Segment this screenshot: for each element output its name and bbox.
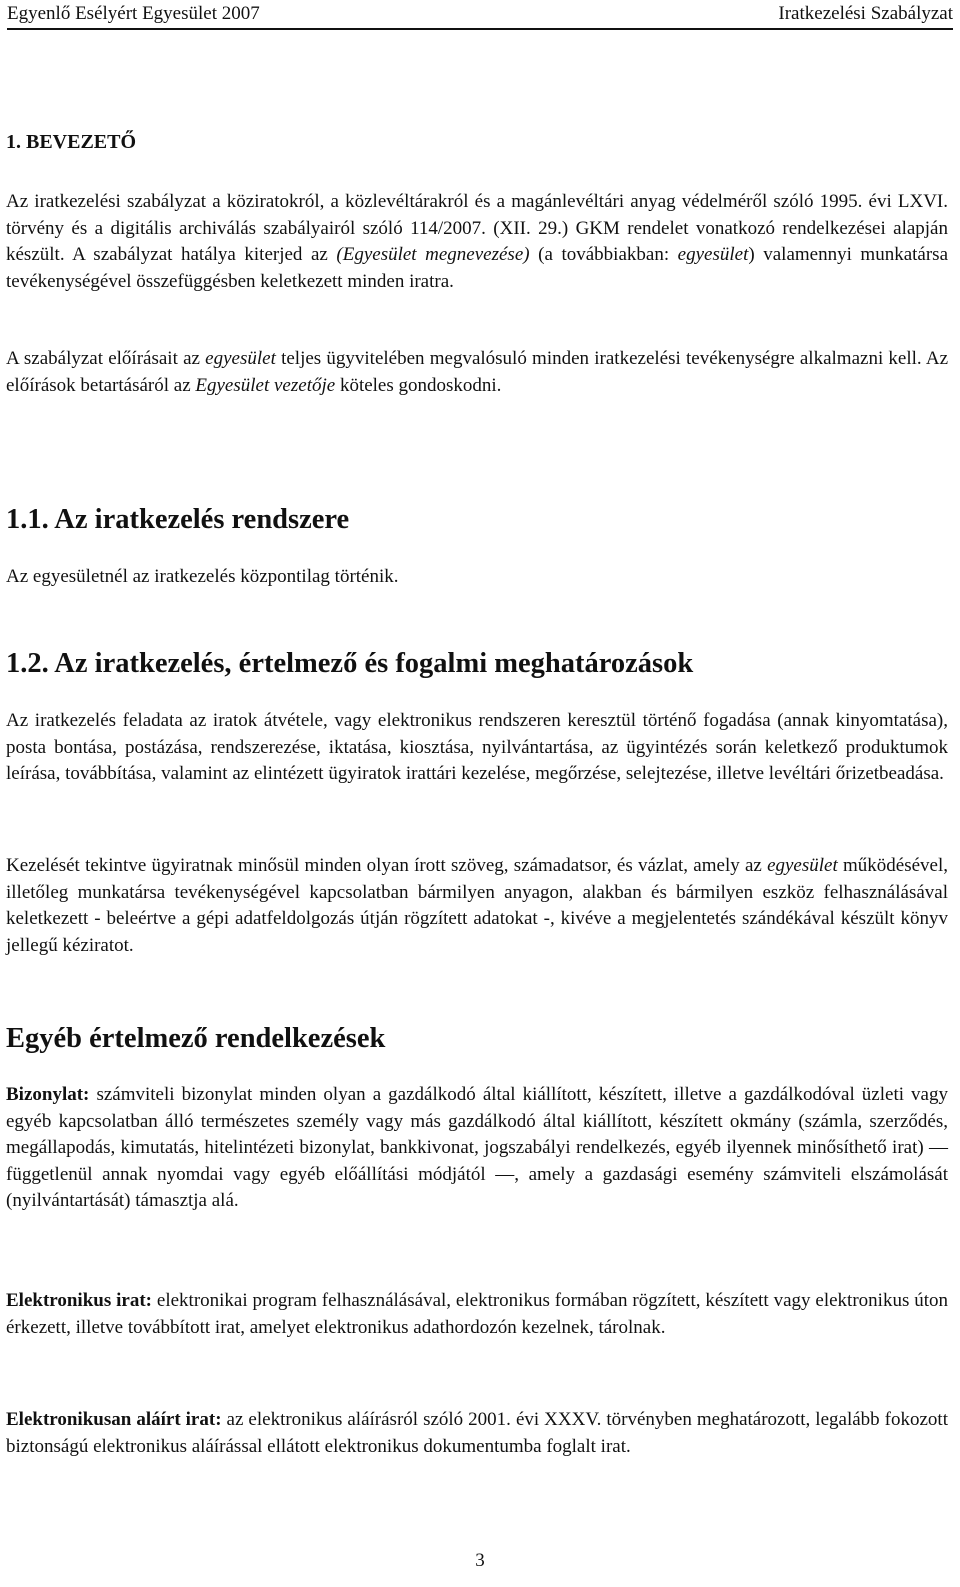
definition-text: elektronikai program felhasználásával, elektronikus formában rögzített, készített vagy elektronikus úton érkezett, illetve továbbított irat, amelyet elektronikus adathordozón kezelnek, tárolnak. (6, 1290, 949, 1338)
text-run: (a továbbiakban: (529, 244, 678, 266)
section-1-2-paragraph-1-text: Az iratkezelés feladata az iratok átvétele, vagy elektronikus rendszeren keresztül történő fogadása (annak kinyomtatása), posta bontása, postázása, rendszerezése, iktatása, kiosztása, nyilvántartása, az ügyintézés során keletkező produktumok leírása, továbbítása, valamint az elintézett ügyiratok irattári kezelése, megőrzése, selejtezése, illetve levéltári őrizetbeadása. (6, 710, 948, 785)
section-1-2-heading-block (6, 648, 948, 679)
definition-elektronikusan-alairt-irat (6, 1407, 948, 1460)
section-1-2-paragraph-1 (6, 708, 948, 788)
text-run: teljes ügyvitelében megvalósuló minden iratkezelési tevékenységre alkalmazni kell. Az előírások betartásáról az (6, 348, 948, 396)
definition-term: Bizonylat: (6, 1084, 90, 1105)
other-definitions-title: Egyéb értelmező rendelkezések (6, 1023, 386, 1054)
section-1-2-paragraph-2 (6, 853, 948, 959)
italic-text-run: egyesület (767, 855, 838, 876)
section-1-title: 1. BEVEZETŐ (6, 131, 137, 153)
text-run: működésével, illetőleg munkatársa tevékenységével kapcsolatban bármilyen anyagon, alakban és bármilyen eszköz felhasználásával keletkezett - beleértve a gépi adatfeldolgozás útján rögzített adatokat -, kivéve a megjelentetés szándékával készült könyv jellegű kéziratot. (6, 855, 948, 956)
text-run: A szabályzat előírásait az (6, 348, 206, 369)
section-1-heading-block (6, 129, 948, 155)
text-run: Kezelését tekintve ügyiratnak minősül minden olyan írott szöveg, számadatsor, és vázlat, amely az (6, 855, 768, 876)
section-1-paragraph-2 (6, 346, 948, 399)
text-run: Az iratkezelési szabályzat a köziratokról, a közlevéltárakról és a magánlevéltári anyag védelméről szóló 1995. évi LXVI. törvény és a digitális archiválás szabályairól szóló 114/2007. (XII. 29.) GKM rendelet vonatkozó rendelkezései alapján készült. A szabályzat hatálya kiterjed az (6, 191, 948, 266)
section-1-1-heading-block (6, 504, 948, 535)
header-document-title: Iratkezelési Szabályzat (778, 3, 953, 24)
italic-text-run: egyesület (677, 244, 749, 266)
italic-text-run: egyesület (205, 348, 276, 369)
section-1-1-text-block (6, 564, 948, 591)
definition-term: Elektronikusan aláírt irat: (6, 1409, 222, 1430)
definition-text: az elektronikus aláírásról szóló 2001. évi XXXV. törvényben meghatározott, legalább fokozott biztonságú elektronikus aláírással ellátott elektronikus dokumentumba foglalt irat. (6, 1409, 948, 1457)
definition-term: Elektronikus irat: (6, 1290, 153, 1311)
header-organization: Egyenlő Esélyért Egyesület 2007 (7, 3, 260, 24)
text-run: ) valamennyi munkatársa tevékenységével összefüggésben keletkezett minden iratra. (6, 244, 949, 292)
section-1-1-text: Az egyesületnél az iratkezelés központilag történik. (6, 566, 399, 587)
definition-elektronikus-irat (6, 1288, 948, 1341)
section-1-2-title: 1.2. Az iratkezelés, értelmező és fogalmi meghatározások (6, 648, 694, 679)
page-number: 3 (475, 1550, 485, 1571)
italic-text-run: (Egyesület megnevezése) (336, 244, 530, 266)
text-run: köteles gondoskodni. (335, 374, 502, 396)
italic-text-run: Egyesület vezetője (195, 374, 336, 396)
other-definitions-heading-block (6, 1023, 948, 1054)
section-1-paragraph-1 (6, 189, 948, 295)
section-1-1-title: 1.1. Az iratkezelés rendszere (6, 504, 350, 535)
definition-text: számviteli bizonylat minden olyan a gazdálkodó által kiállított, készített, illetve a gazdálkodóval üzleti vagy egyéb kapcsolatban álló természetes személy vagy más gazdálkodó által kiállított, készített okmány (számla, szerződés, megállapodás, kimutatás, hitelintézeti bizonylat, bankkivonat, jogszabályi rendelkezés, egyéb ilyennek minősíthető irat) ― függetlenül annak nyomdai vagy egyéb előállítási módjától ―, amely a gazdasági esemény számviteli elszámolását (nyilvántartását) támasztja alá. (6, 1084, 948, 1212)
definition-bizonylat (6, 1082, 948, 1215)
page-header (7, 2, 953, 30)
